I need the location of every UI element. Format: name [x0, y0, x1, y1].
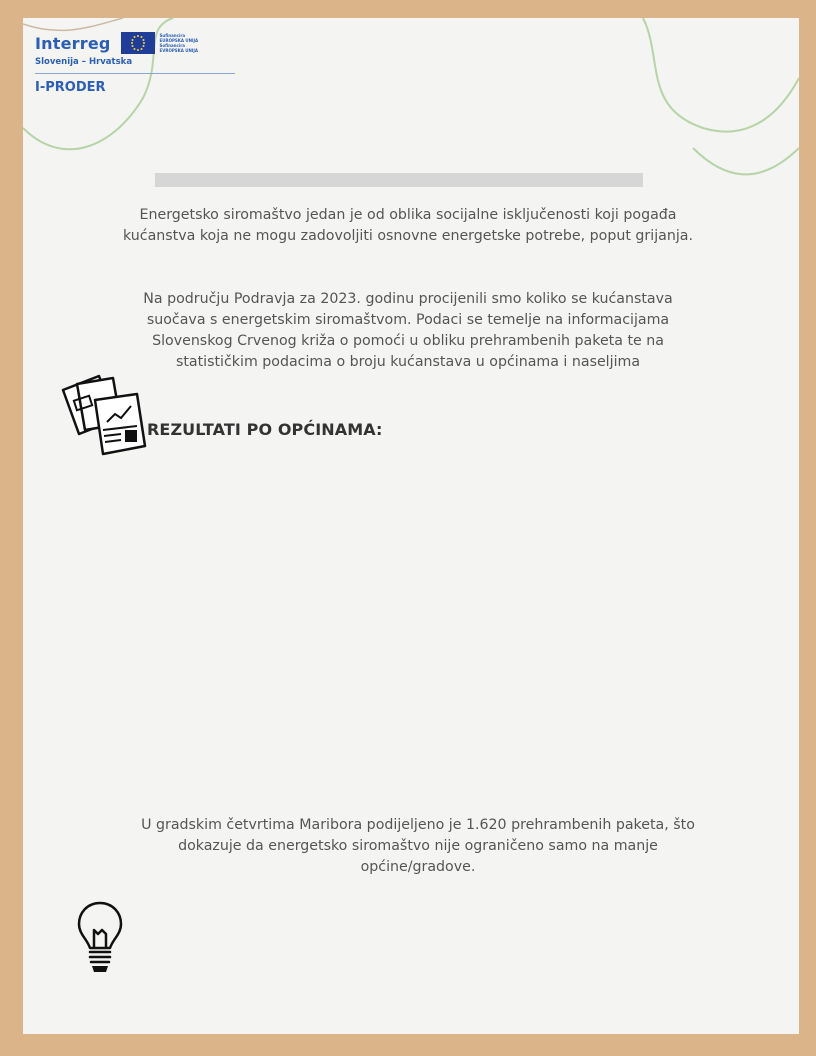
document-page	[23, 18, 799, 1034]
eu-flag-icon	[121, 32, 155, 54]
title-placeholder-bar	[155, 173, 643, 187]
interreg-logo: Interreg	[35, 33, 111, 53]
lightbulb-icon	[75, 900, 125, 980]
header	[35, 32, 240, 95]
intro-paragraph: Energetsko siromaštvo jedan je od oblika socijalne isključenosti koji pogađa kućanstva koja ne mogu zadovoljiti osnovne energetske potrebe, poput grijanja.	[123, 207, 693, 244]
region-label: Slovenija – Hrvatska	[35, 57, 133, 67]
conclusion-paragraph: U gradskim četvrtima Maribora podijeljeno je 1.620 prehrambenih paketa, što dokazuje da energetsko siromaštvo nije ograničeno samo na manje općine/gradove.	[141, 817, 695, 875]
decorative-lines	[23, 18, 799, 1034]
divider	[35, 73, 235, 74]
section-title: REZULTATI PO OPĆINAMA:	[147, 420, 383, 439]
project-name: I-PRODER	[35, 80, 106, 95]
eu-cofunding-text: Sufinancira EUROPSKA UNIJA Sofinancira EVROPSKA UNIJA	[159, 33, 199, 53]
method-paragraph: Na području Podravja za 2023. godinu procijenili smo koliko se kućanstava suočava s energetskim siromaštvom. Podaci se temelje na informacijama Slovenskog Crvenog križa o pomoći u obliku prehrambenih paketa te na statističkim podacima o broju kućanstava u općinama i naseljima	[143, 291, 673, 370]
documents-chart-icon	[55, 370, 147, 464]
logo-row	[35, 32, 240, 54]
